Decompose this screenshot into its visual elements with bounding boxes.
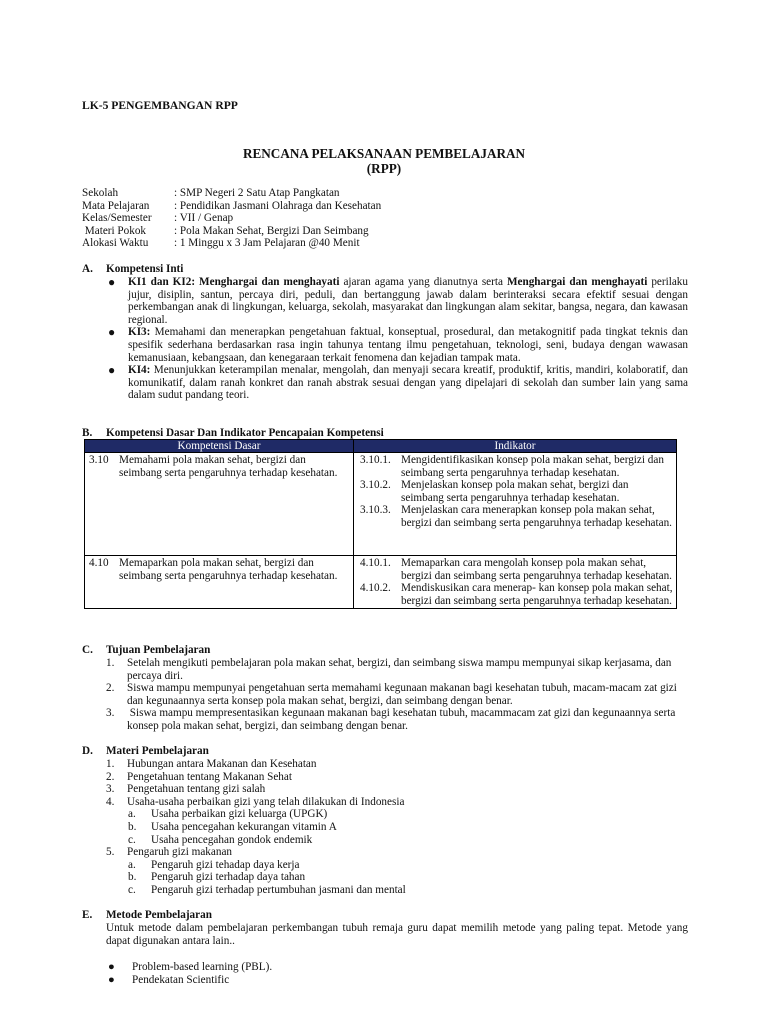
ki-text: perilaku jujur, disiplin, santun, percaya diri, peduli, dan bertanggung jawab dalam berinteraksi secara efektif sesuai dengan perkembangan anak di lingkungan, keluarga, sekolah, masyarakat dan lingkungan alam sekitar, bangsa, negara, dan kawasan regional.	[128, 276, 688, 326]
sub-letter: b.	[128, 871, 137, 884]
list-item	[106, 961, 272, 974]
indikator-text: Memaparkan cara mengolah konsep pola makan sehat, bergizi dan seimbang serta pengaruhnya terhadap kesehatan.	[401, 557, 672, 582]
kd-cell	[85, 453, 354, 556]
item-number: 2.	[106, 682, 115, 695]
indikator-number: 4.10.2.	[360, 582, 391, 595]
lk-heading: LK-5 PENGEMBANGAN RPP	[82, 99, 238, 112]
table-row	[85, 453, 677, 556]
metode-paragraph: Untuk metode dalam pembelajaran perkembangan tubuh remaja guru dapat memilih metode yang paling tepat. Metode yang dapat digunakan antara lain..	[106, 922, 688, 947]
list-item	[106, 974, 272, 987]
doc-title: RENCANA PELAKSANAAN PEMBELAJARAN	[242, 146, 526, 161]
section-title: Tujuan Pembelajaran	[106, 644, 211, 656]
tujuan-list	[106, 657, 688, 733]
ki-label: KI1 dan KI2: Menghargai dan menghayati	[128, 276, 340, 288]
indikator-number: 3.10.3.	[360, 504, 391, 517]
doc-subtitle: (RPP)	[366, 161, 402, 176]
sub-item	[106, 808, 688, 821]
table-row	[85, 556, 677, 609]
identity-row	[82, 200, 381, 213]
bullet-icon: ●	[108, 973, 115, 986]
identity-row	[82, 237, 381, 250]
section-title: Metode Pembelajaran	[106, 909, 212, 921]
section-title: Kompetensi Dasar Dan Indikator Pencapaian Kompetensi	[106, 427, 384, 439]
sub-text: Usaha pencegahan gondok endemik	[151, 833, 313, 846]
section-letter: E.	[82, 909, 93, 921]
indikator-text: Menjelaskan cara menerapkan konsep pola makan sehat, bergizi dan seimbang serta pengaruhnya terhadap kesehatan.	[401, 504, 672, 529]
bullet-icon: ●	[108, 325, 116, 340]
indikator-number: 3.10.2.	[360, 479, 391, 492]
sub-letter: a.	[128, 858, 136, 871]
section-e-heading	[82, 909, 212, 922]
indikator-number: 3.10.1.	[360, 454, 391, 466]
column-header: Kompetensi Dasar	[85, 440, 354, 453]
indikator-text: Mendiskusikan cara menerap- kan konsep pola makan sehat, bergizi dan seimbang serta pengaruhnya terhadap kesehatan.	[401, 582, 673, 607]
kd-text: Memaparkan pola makan sehat, bergizi dan seimbang serta pengaruhnya terhadap kesehatan.	[119, 557, 338, 582]
sub-item	[106, 834, 688, 847]
sub-text: Pengaruh gizi terhadap pertumbuhan jasmani dan mental	[151, 883, 406, 896]
identity-row	[82, 225, 381, 238]
list-item	[106, 796, 688, 809]
section-b-heading	[82, 427, 384, 440]
materi-list	[106, 758, 688, 897]
identity-block	[82, 187, 381, 250]
ki-item	[106, 276, 688, 326]
section-a-heading	[82, 263, 183, 276]
ki-label: KI3:	[128, 326, 151, 339]
indikator-cell	[354, 453, 677, 556]
ki-text: ajaran agama yang dianutnya serta	[339, 276, 507, 288]
section-letter: C.	[82, 644, 93, 656]
kd-item	[87, 454, 351, 479]
indikator-item	[356, 504, 674, 529]
ki-text: Menunjukkan keterampilan menalar, mengolah, dan menyaji secara kreatif, produktif, kritis, mandiri, kolaboratif, dan komunikatif, dalam ranah konkret dan ranah abstrak sesuai dengan yang dipelajari di sekolah dan sumber lain yang sama dalam sudut pandang teori.	[128, 364, 688, 402]
kd-text: Memahami pola makan sehat, bergizi dan seimbang serta pengaruhnya terhadap kesehatan.	[119, 454, 338, 479]
section-c-heading	[82, 644, 210, 657]
indikator-cell	[354, 556, 677, 609]
bullet-icon: ●	[108, 961, 115, 973]
indikator-item	[356, 454, 674, 479]
section-title: Materi Pembelajaran	[106, 745, 209, 757]
kompetensi-inti-list	[106, 276, 688, 402]
item-number: 1.	[106, 758, 115, 770]
kd-number: 3.10	[89, 454, 109, 466]
item-number: 3.	[106, 707, 115, 720]
identity-value: : SMP Negeri 2 Satu Atap Pangkatan	[174, 187, 340, 199]
item-text: Siswa mampu mempresentasikan kegunaan makanan bagi kesehatan tubuh, macammacam zat gizi dan kegunaannya serta konsep pola makan sehat, bergizi, dan seimbang dengan benar.	[127, 707, 679, 732]
ki-text: Memahami dan menerapkan pengetahuan faktual, konseptual, prosedural, dan metakognitif pada tingkat teknis dan spesifik sederhana berdasarkan rasa ingin tahunya tentang ilmu pengetahuan, teknologi, seni, budaya dengan wawasan kemanusiaan, kebangsaan, dan kenegaraan terkait fenomena dan kejadian tampak mata.	[128, 326, 688, 364]
sub-text: Usaha pencegahan kekurangan vitamin A	[151, 820, 337, 833]
sub-letter: b.	[128, 820, 137, 833]
identity-value: : Pendidikan Jasmani Olahraga dan Kesehatan	[174, 199, 382, 212]
item-number: 3.	[106, 783, 115, 796]
sub-text: Usaha perbaikan gizi keluarga (UPGK)	[151, 808, 328, 821]
indikator-number: 4.10.1.	[360, 557, 391, 569]
bullet-icon: ●	[108, 363, 116, 378]
indikator-item	[356, 479, 674, 504]
kd-cell	[85, 556, 354, 609]
sub-item	[106, 821, 688, 834]
identity-value: : VII / Genap	[174, 212, 234, 225]
item-text: Hubungan antara Makanan dan Kesehatan	[127, 758, 317, 770]
metode-list	[106, 961, 272, 986]
ki-label: Menghargai dan menghayati	[506, 276, 648, 288]
indikator-item	[356, 582, 674, 607]
section-letter: A.	[82, 263, 93, 275]
list-item	[106, 707, 688, 732]
item-number: 1.	[106, 657, 115, 669]
ki-item	[106, 364, 688, 402]
sub-item	[106, 859, 688, 872]
item-text: Problem-based learning (PBL).	[132, 961, 273, 973]
kd-indikator-table	[84, 439, 677, 609]
column-header: Indikator	[354, 440, 677, 453]
indikator-text: Menjelaskan konsep pola makan sehat, bergizi dan seimbang serta pengaruhnya terhadap kesehatan.	[401, 479, 629, 504]
identity-row	[82, 212, 381, 225]
item-number: 5.	[106, 846, 115, 859]
identity-key: Mata Pelajaran	[82, 199, 150, 212]
sub-letter: c.	[128, 883, 136, 896]
list-item	[106, 846, 688, 859]
bullet-icon: ●	[108, 275, 116, 289]
identity-value: : Pola Makan Sehat, Bergizi Dan Seimbang	[174, 224, 369, 237]
identity-key: Alokasi Waktu	[82, 237, 149, 250]
sub-text: Pengaruh gizi terhadap daya tahan	[151, 871, 306, 884]
list-item	[106, 657, 688, 682]
list-item	[106, 682, 688, 707]
sub-letter: a.	[128, 808, 136, 821]
section-letter: B.	[82, 427, 93, 439]
identity-key: Kelas/Semester	[82, 212, 152, 225]
item-text: Siswa mampu mempunyai pengetahuan serta memahami kegunaan makanan bagi kesehatan tubuh, macam-macam zat gizi dan kegunaannya serta konsep pola makan sehat, bergizi, dan seimbang dengan benar.	[127, 682, 677, 707]
section-title: Kompetensi Inti	[106, 263, 184, 275]
identity-value: : 1 Minggu x 3 Jam Pelajaran @40 Menit	[174, 237, 360, 250]
kd-item	[87, 557, 351, 582]
ki-label: KI4:	[128, 364, 151, 377]
table-header-row	[85, 440, 677, 453]
sub-item	[106, 871, 688, 884]
item-text: Pengetahuan tentang gizi salah	[127, 783, 266, 796]
indikator-text: Mengidentifikasikan konsep pola makan sehat, bergizi dan seimbang serta pengaruhnya terhadap kesehatan.	[401, 454, 664, 479]
item-text: Pengaruh gizi makanan	[127, 846, 233, 859]
identity-row	[82, 187, 381, 200]
item-number: 4.	[106, 795, 115, 808]
list-item	[106, 783, 688, 796]
item-text: Pengetahuan tentang Makanan Sehat	[127, 770, 292, 783]
sub-item	[106, 884, 688, 897]
item-text: Usaha-usaha perbaikan gizi yang telah dilakukan di Indonesia	[127, 795, 405, 808]
sub-letter: c.	[128, 833, 136, 846]
identity-key: Materi Pokok	[82, 224, 147, 237]
item-text: Setelah mengikuti pembelajaran pola makan sehat, bergizi, dan seimbang siswa mampu mempunyai sikap kerjasama, dan percaya diri.	[127, 657, 672, 682]
indikator-item	[356, 557, 674, 582]
list-item	[106, 771, 688, 784]
item-text: Pendekatan Scientific	[132, 973, 230, 986]
kd-number: 4.10	[89, 557, 109, 569]
item-number: 2.	[106, 770, 115, 783]
sub-text: Pengaruh gizi tehadap daya kerja	[151, 858, 300, 871]
ki-item	[106, 326, 688, 364]
identity-key: Sekolah	[82, 187, 119, 199]
section-d-heading	[82, 745, 209, 758]
section-letter: D.	[82, 745, 93, 757]
list-item	[106, 758, 688, 771]
